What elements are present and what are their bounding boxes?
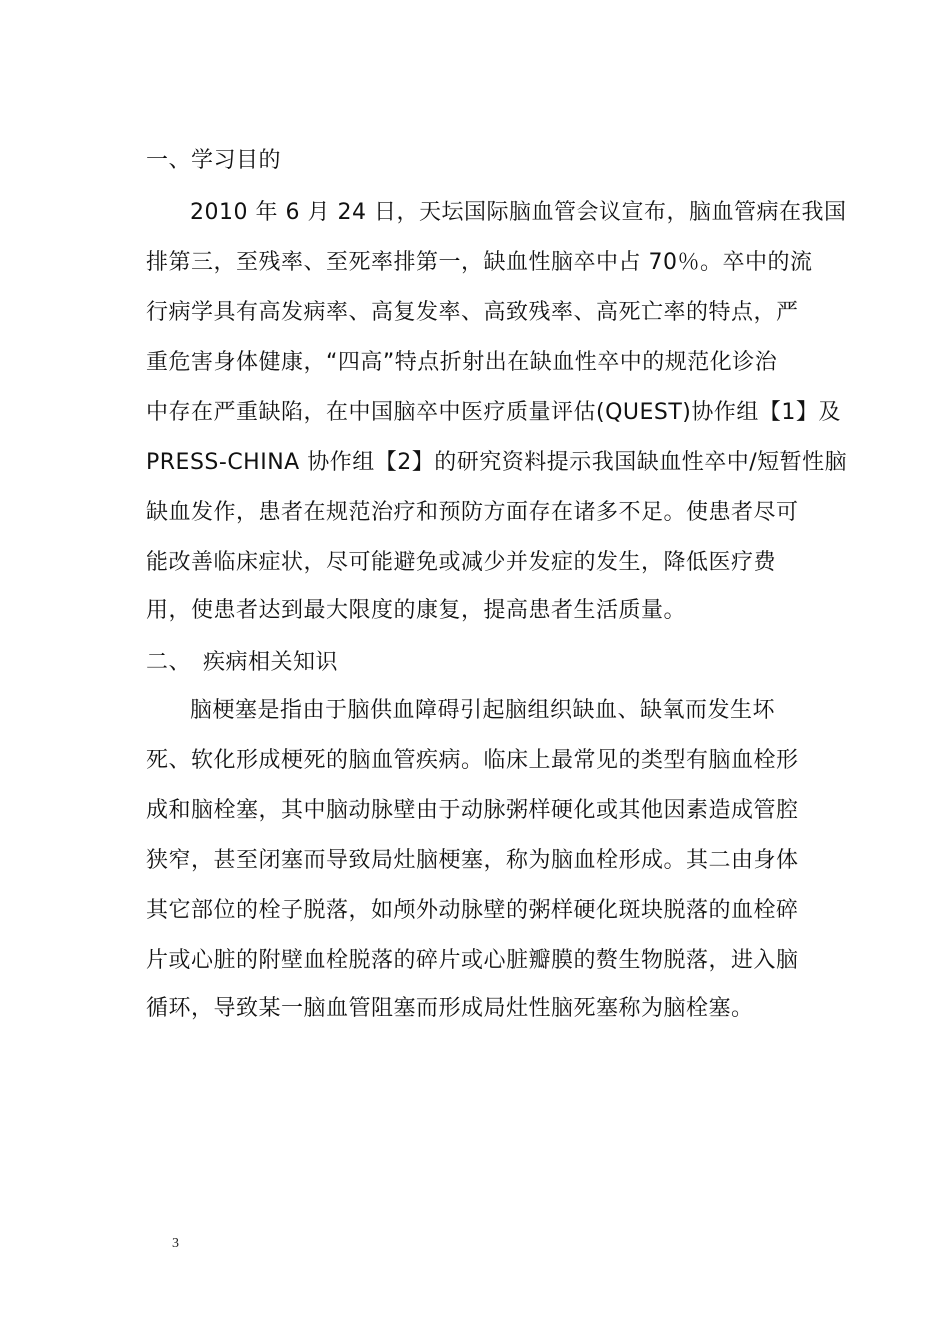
section-heading-learning-goals: 一、学习目的 [146, 148, 282, 173]
paragraph-line: 死、软化形成梗死的脑血管疾病。临床上最常见的类型有脑血栓形 [146, 748, 799, 773]
paragraph-line: 片或心脏的附壁血栓脱落的碎片或心脏瓣膜的赘生物脱落，进入脑 [146, 948, 799, 973]
page-number: 3 [172, 1236, 179, 1251]
paragraph-line: 脑梗塞是指由于脑供血障碍引起脑组织缺血、缺氧而发生坏 [190, 698, 776, 723]
section-heading-number: 二、 [146, 650, 192, 675]
paragraph-line: 其它部位的栓子脱落，如颅外动脉壁的粥样硬化斑块脱落的血栓碎 [146, 898, 799, 923]
paragraph-line: 2010 年 6 月 24 日，天坛国际脑血管会议宣布，脑血管病在我国 [190, 200, 847, 225]
paragraph-line: 中存在严重缺陷，在中国脑卒中医疗质量评估(QUEST)协作组【1】及 [146, 400, 841, 425]
paragraph-line: 成和脑栓塞，其中脑动脉壁由于动脉粥样硬化或其他因素造成管腔 [146, 798, 799, 823]
paragraph-line: 用，使患者达到最大限度的康复，提高患者生活质量。 [146, 598, 687, 623]
paragraph-line: 能改善临床症状，尽可能避免或减少并发症的发生，降低医疗费 [146, 550, 777, 575]
paragraph-line: 排第三，至残率、至死率排第一，缺血性脑卒中占 70％。卒中的流 [146, 250, 813, 275]
paragraph-line: 缺血发作，患者在规范治疗和预防方面存在诸多不足。使患者尽可 [146, 500, 799, 525]
section-heading-disease-knowledge: 疾病相关知识 [203, 650, 339, 675]
paragraph-line: 重危害身体健康，“四高”特点折射出在缺血性卒中的规范化诊治 [146, 350, 778, 375]
paragraph-line: 行病学具有高发病率、高复发率、高致残率、高死亡率的特点，严 [146, 300, 799, 325]
paragraph-line: 循环，导致某一脑血管阻塞而形成局灶性脑死塞称为脑栓塞。 [146, 996, 754, 1021]
paragraph-line: 狭窄，甚至闭塞而导致局灶脑梗塞，称为脑血栓形成。其二由身体 [146, 848, 799, 873]
paragraph-line: PRESS-CHINA 协作组【2】的研究资料提示我国缺血性卒中/短暂性脑 [146, 450, 848, 475]
